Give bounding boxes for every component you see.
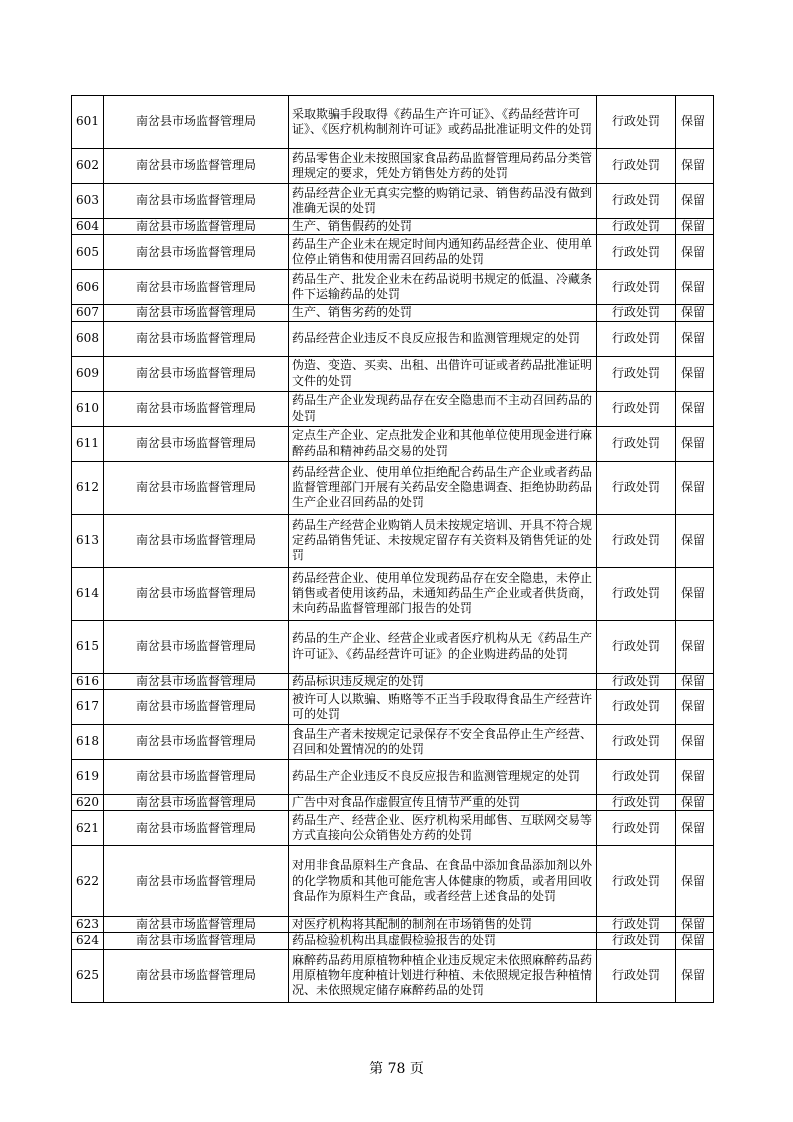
- row-status: 保留: [676, 673, 714, 689]
- table-row: [72, 356, 714, 391]
- page-number: 第 78 页: [369, 1061, 424, 1077]
- row-organization: 南岔县市场监督管理局: [104, 235, 289, 270]
- row-power-type: 行政处罚: [597, 235, 676, 270]
- row-status: 保留: [676, 811, 714, 846]
- row-power-type: 行政处罚: [597, 933, 676, 949]
- row-power-type: 行政处罚: [597, 149, 676, 184]
- row-status: 保留: [676, 724, 714, 759]
- row-power-type: 行政处罚: [597, 917, 676, 933]
- row-number: 621: [72, 811, 104, 846]
- row-item-name: 伪造、变造、买卖、出租、出借许可证或者药品批准证明文件的处罚: [289, 356, 597, 391]
- row-power-type: 行政处罚: [597, 96, 676, 149]
- row-organization: 南岔县市场监督管理局: [104, 514, 289, 567]
- row-status: 保留: [676, 356, 714, 391]
- row-organization: 南岔县市场监督管理局: [104, 724, 289, 759]
- table-row: [72, 811, 714, 846]
- row-status: 保留: [676, 149, 714, 184]
- row-item-name: 定点生产企业、定点批发企业和其他单位使用现金进行麻醉药品和精神药品交易的处罚: [289, 426, 597, 461]
- row-status: 保留: [676, 620, 714, 673]
- table-body: [72, 96, 714, 1003]
- row-organization: 南岔县市场监督管理局: [104, 811, 289, 846]
- row-status: 保留: [676, 270, 714, 305]
- row-item-name: 药品生产、经营企业、医疗机构采用邮售、互联网交易等方式直接向公众销售处方药的处罚: [289, 811, 597, 846]
- row-status: 保留: [676, 461, 714, 514]
- row-item-name: 药品经营企业、使用单位拒绝配合药品生产企业或者药品监督管理部门开展有关药品安全隐患调查、拒绝协助药品生产企业召回药品的处罚: [289, 461, 597, 514]
- row-organization: 南岔县市场监督管理局: [104, 759, 289, 794]
- row-number: 624: [72, 933, 104, 949]
- row-organization: 南岔县市场监督管理局: [104, 794, 289, 810]
- row-item-name: 麻醉药品药用原植物种植企业违反规定未依照麻醉药品药用原植物年度种植计划进行种植、未依照规定报告种植情况、未依照规定储存麻醉药品的处罚: [289, 949, 597, 1002]
- row-number: 614: [72, 567, 104, 620]
- row-organization: 南岔县市场监督管理局: [104, 567, 289, 620]
- row-power-type: 行政处罚: [597, 949, 676, 1002]
- row-organization: 南岔县市场监督管理局: [104, 96, 289, 149]
- table-row: [72, 794, 714, 810]
- row-organization: 南岔县市场监督管理局: [104, 689, 289, 724]
- row-power-type: 行政处罚: [597, 724, 676, 759]
- row-status: 保留: [676, 794, 714, 810]
- row-item-name: 药品检验机构出具虚假检验报告的处罚: [289, 933, 597, 949]
- row-status: 保留: [676, 235, 714, 270]
- table-row: [72, 917, 714, 933]
- row-power-type: 行政处罚: [597, 305, 676, 321]
- row-item-name: 药品零售企业未按照国家食品药品监督管理局药品分类管理规定的要求，凭处方销售处方药的处罚: [289, 149, 597, 184]
- row-number: 622: [72, 846, 104, 917]
- row-organization: 南岔县市场监督管理局: [104, 846, 289, 917]
- row-number: 611: [72, 426, 104, 461]
- row-power-type: 行政处罚: [597, 426, 676, 461]
- row-power-type: 行政处罚: [597, 184, 676, 219]
- row-power-type: 行政处罚: [597, 219, 676, 235]
- table-row: [72, 305, 714, 321]
- row-number: 619: [72, 759, 104, 794]
- row-item-name: 药品生产企业未在规定时间内通知药品经营企业、使用单位停止销售和使用需召回药品的处罚: [289, 235, 597, 270]
- table-row: [72, 184, 714, 219]
- row-organization: 南岔县市场监督管理局: [104, 356, 289, 391]
- row-number: 616: [72, 673, 104, 689]
- row-number: 609: [72, 356, 104, 391]
- row-status: 保留: [676, 689, 714, 724]
- row-item-name: 生产、销售假药的处罚: [289, 219, 597, 235]
- row-status: 保留: [676, 219, 714, 235]
- row-status: 保留: [676, 917, 714, 933]
- row-item-name: 生产、销售劣药的处罚: [289, 305, 597, 321]
- row-status: 保留: [676, 846, 714, 917]
- row-power-type: 行政处罚: [597, 794, 676, 810]
- row-item-name: 药品经营企业违反不良反应报告和监测管理规定的处罚: [289, 321, 597, 356]
- row-status: 保留: [676, 514, 714, 567]
- row-organization: 南岔县市场监督管理局: [104, 184, 289, 219]
- row-number: 603: [72, 184, 104, 219]
- row-number: 618: [72, 724, 104, 759]
- row-item-name: 药品生产、批发企业未在药品说明书规定的低温、冷藏条件下运输药品的处罚: [289, 270, 597, 305]
- row-organization: 南岔县市场监督管理局: [104, 933, 289, 949]
- row-organization: 南岔县市场监督管理局: [104, 219, 289, 235]
- row-power-type: 行政处罚: [597, 514, 676, 567]
- table-row: [72, 96, 714, 149]
- row-item-name: 药品生产企业发现药品存在安全隐患而不主动召回药品的处罚: [289, 391, 597, 426]
- row-status: 保留: [676, 305, 714, 321]
- row-organization: 南岔县市场监督管理局: [104, 321, 289, 356]
- row-item-name: 药品生产企业违反不良反应报告和监测管理规定的处罚: [289, 759, 597, 794]
- row-item-name: 采取欺骗手段取得《药品生产许可证》、《药品经营许可证》、《医疗机构制剂许可证》或药品批准证明文件的处罚: [289, 96, 597, 149]
- row-power-type: 行政处罚: [597, 759, 676, 794]
- row-item-name: 对医疗机构将其配制的制剂在市场销售的处罚: [289, 917, 597, 933]
- row-number: 625: [72, 949, 104, 1002]
- table-row: [72, 724, 714, 759]
- row-item-name: 食品生产者未按规定记录保存不安全食品停止生产经营、召回和处置情况的的处罚: [289, 724, 597, 759]
- table-row: [72, 620, 714, 673]
- table-row: [72, 949, 714, 1002]
- row-power-type: 行政处罚: [597, 567, 676, 620]
- row-number: 610: [72, 391, 104, 426]
- row-status: 保留: [676, 391, 714, 426]
- row-power-type: 行政处罚: [597, 846, 676, 917]
- row-number: 615: [72, 620, 104, 673]
- row-number: 604: [72, 219, 104, 235]
- row-item-name: 对用非食品原料生产食品、在食品中添加食品添加剂以外的化学物质和其他可能危害人体健康的物质，或者用回收食品作为原料生产食品，或者经营上述食品的处罚: [289, 846, 597, 917]
- row-power-type: 行政处罚: [597, 620, 676, 673]
- row-organization: 南岔县市场监督管理局: [104, 461, 289, 514]
- row-status: 保留: [676, 426, 714, 461]
- row-organization: 南岔县市场监督管理局: [104, 917, 289, 933]
- row-number: 613: [72, 514, 104, 567]
- row-organization: 南岔县市场监督管理局: [104, 426, 289, 461]
- table-row: [72, 846, 714, 917]
- row-number: 608: [72, 321, 104, 356]
- table-row: [72, 235, 714, 270]
- table-row: [72, 673, 714, 689]
- table-row: [72, 461, 714, 514]
- powers-table: [71, 95, 714, 1003]
- row-power-type: 行政处罚: [597, 270, 676, 305]
- table-row: [72, 270, 714, 305]
- row-number: 617: [72, 689, 104, 724]
- row-power-type: 行政处罚: [597, 321, 676, 356]
- row-number: 623: [72, 917, 104, 933]
- row-number: 601: [72, 96, 104, 149]
- table-row: [72, 514, 714, 567]
- row-number: 620: [72, 794, 104, 810]
- table-row: [72, 426, 714, 461]
- row-organization: 南岔县市场监督管理局: [104, 391, 289, 426]
- row-status: 保留: [676, 759, 714, 794]
- row-organization: 南岔县市场监督管理局: [104, 305, 289, 321]
- row-power-type: 行政处罚: [597, 689, 676, 724]
- row-number: 612: [72, 461, 104, 514]
- row-organization: 南岔县市场监督管理局: [104, 620, 289, 673]
- row-item-name: 药品经营企业、使用单位发现药品存在安全隐患，未停止销售或者使用该药品，未通知药品生产企业或者供货商，未向药品监督管理部门报告的处罚: [289, 567, 597, 620]
- row-number: 605: [72, 235, 104, 270]
- row-status: 保留: [676, 933, 714, 949]
- table-row: [72, 219, 714, 235]
- row-number: 602: [72, 149, 104, 184]
- row-status: 保留: [676, 184, 714, 219]
- row-item-name: 药品经营企业无真实完整的购销记录、销售药品没有做到准确无误的处罚: [289, 184, 597, 219]
- row-status: 保留: [676, 949, 714, 1002]
- row-item-name: 广告中对食品作虚假宣传且情节严重的处罚: [289, 794, 597, 810]
- row-number: 607: [72, 305, 104, 321]
- row-item-name: 被许可人以欺骗、贿赂等不正当手段取得食品生产经营许可的处罚: [289, 689, 597, 724]
- row-organization: 南岔县市场监督管理局: [104, 673, 289, 689]
- row-number: 606: [72, 270, 104, 305]
- row-organization: 南岔县市场监督管理局: [104, 270, 289, 305]
- table-row: [72, 689, 714, 724]
- table-row: [72, 149, 714, 184]
- row-organization: 南岔县市场监督管理局: [104, 949, 289, 1002]
- row-organization: 南岔县市场监督管理局: [104, 149, 289, 184]
- row-status: 保留: [676, 96, 714, 149]
- table-row: [72, 759, 714, 794]
- table-row: [72, 391, 714, 426]
- row-status: 保留: [676, 321, 714, 356]
- row-item-name: 药品标识违反规定的处罚: [289, 673, 597, 689]
- table-row: [72, 567, 714, 620]
- row-item-name: 药品的生产企业、经营企业或者医疗机构从无《药品生产许可证》、《药品经营许可证》的企业购进药品的处罚: [289, 620, 597, 673]
- row-power-type: 行政处罚: [597, 391, 676, 426]
- table-row: [72, 933, 714, 949]
- row-power-type: 行政处罚: [597, 673, 676, 689]
- row-item-name: 药品生产经营企业购销人员未按规定培训、开具不符合规定药品销售凭证、未按规定留存有关资料及销售凭证的处罚: [289, 514, 597, 567]
- row-power-type: 行政处罚: [597, 356, 676, 391]
- row-status: 保留: [676, 567, 714, 620]
- row-power-type: 行政处罚: [597, 811, 676, 846]
- table-row: [72, 321, 714, 356]
- row-power-type: 行政处罚: [597, 461, 676, 514]
